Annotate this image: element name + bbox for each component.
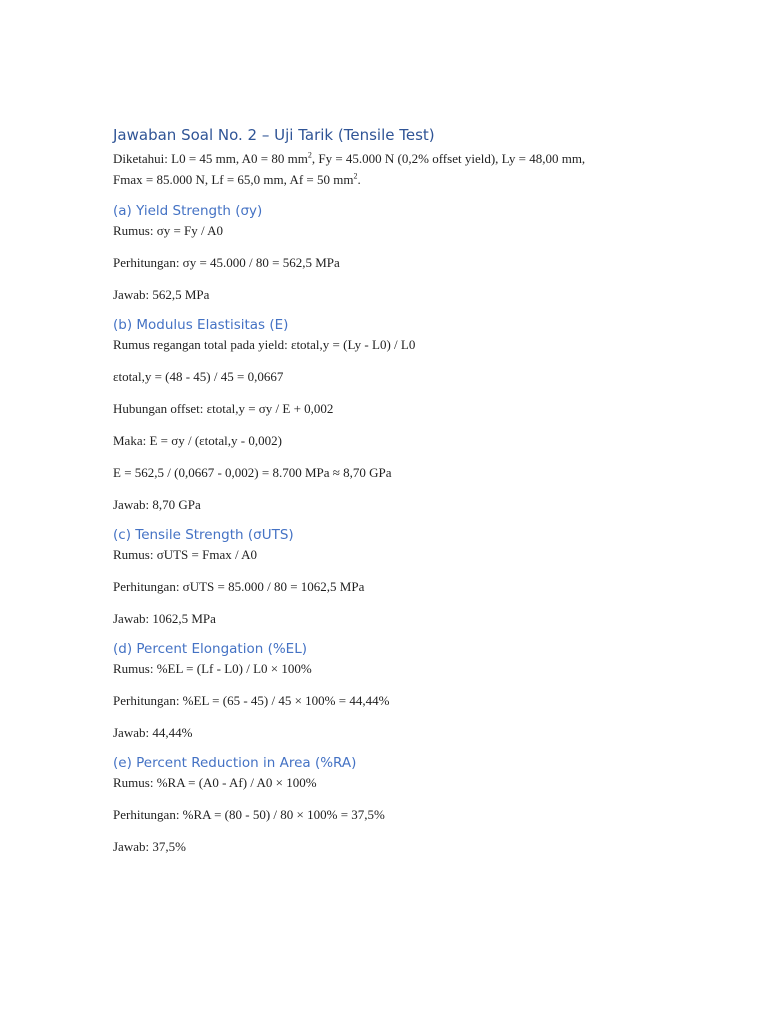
calculation-line: εtotal,y = (48 - 45) / 45 = 0,0667 [113, 369, 284, 384]
calculation-line: Perhitungan: %EL = (65 - 45) / 45 × 100% = 44,44% [113, 693, 390, 708]
formula-line: Rumus: σUTS = Fmax / A0 [113, 547, 257, 562]
formula-line: Rumus: σy = Fy / A0 [113, 223, 224, 238]
section-modulus-elastisitas [113, 314, 643, 514]
section-heading: (d) Percent Elongation (%EL) [113, 641, 307, 657]
section-percent-reduction-area [113, 752, 643, 856]
givens-line1-superscript: 2 [307, 150, 312, 160]
givens-line1-rest: , Fy = 45.000 N (0,2% offset yield), Ly = 48,00 mm, [311, 151, 586, 166]
document-body [113, 124, 643, 856]
section-percent-elongation [113, 638, 643, 742]
givens-line2-rest: . [357, 172, 361, 187]
calculation-line: Perhitungan: σy = 45.000 / 80 = 562,5 MPa [113, 255, 340, 270]
calculation-line: Perhitungan: σUTS = 85.000 / 80 = 1062,5 MPa [113, 579, 365, 594]
answer-line: Jawab: 1062,5 MPa [113, 611, 216, 626]
answer-line: Jawab: 37,5% [113, 839, 186, 854]
section-heading: (c) Tensile Strength (σUTS) [113, 527, 294, 543]
calculation-line: E = 562,5 / (0,0667 - 0,002) = 8.700 MPa ≈ 8,70 GPa [113, 465, 392, 480]
givens-line2-superscript: 2 [353, 171, 358, 181]
calculation-line: Perhitungan: %RA = (80 - 50) / 80 × 100% = 37,5% [113, 807, 385, 822]
givens-line2-text: Fmax = 85.000 N, Lf = 65,0 mm, Af = 50 mm [113, 172, 354, 187]
section-heading: (b) Modulus Elastisitas (E) [113, 317, 289, 333]
derivation-line: Maka: E = σy / (εtotal,y - 0,002) [113, 433, 282, 448]
formula-line: Rumus: %EL = (Lf - L0) / L0 × 100% [113, 661, 312, 676]
givens-paragraph [113, 148, 643, 190]
answer-line: Jawab: 8,70 GPa [113, 497, 201, 512]
document-title: Jawaban Soal No. 2 – Uji Tarik (Tensile Test) [113, 126, 435, 144]
section-tensile-strength [113, 524, 643, 628]
formula-line: Rumus: %RA = (A0 - Af) / A0 × 100% [113, 775, 317, 790]
answer-line: Jawab: 562,5 MPa [113, 287, 210, 302]
answer-line: Jawab: 44,44% [113, 725, 193, 740]
givens-line1-text: Diketahui: L0 = 45 mm, A0 = 80 mm [113, 151, 308, 166]
section-heading: (e) Percent Reduction in Area (%RA) [113, 755, 357, 771]
section-yield-strength [113, 200, 643, 304]
section-heading: (a) Yield Strength (σy) [113, 203, 263, 219]
relation-line: Hubungan offset: εtotal,y = σy / E + 0,002 [113, 401, 334, 416]
formula-line: Rumus regangan total pada yield: εtotal,y = (Ly - L0) / L0 [113, 337, 416, 352]
